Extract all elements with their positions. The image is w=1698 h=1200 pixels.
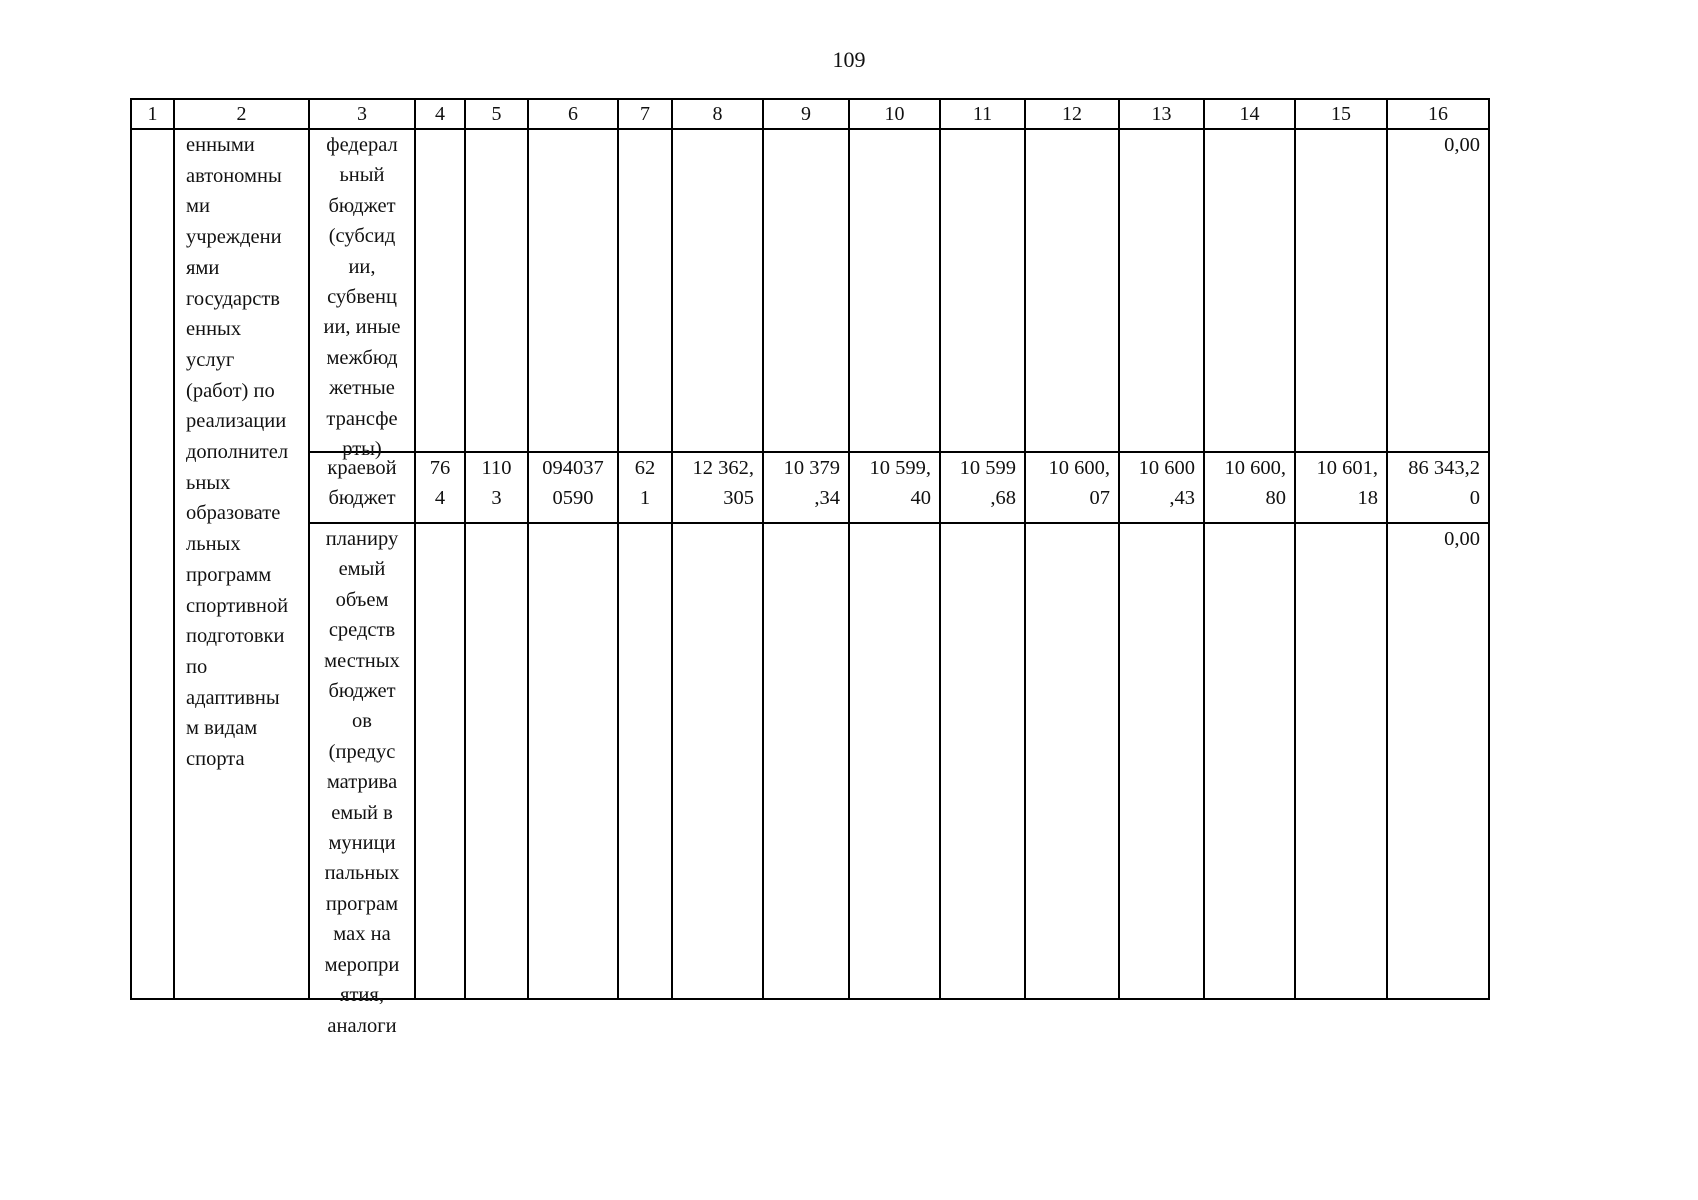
value-cell: 110 3	[481, 457, 512, 510]
column-header: 6	[568, 103, 578, 125]
column-header: 8	[712, 103, 723, 125]
page-number: 109	[832, 47, 866, 72]
total-cell: 86 343,2 0	[1408, 457, 1480, 510]
column-header: 4	[435, 103, 445, 125]
column-header: 1	[147, 103, 158, 125]
value-cell	[529, 524, 617, 998]
value-cell	[1205, 524, 1294, 998]
value-cell	[466, 130, 527, 451]
total-cell: 0,00	[1444, 528, 1480, 550]
value-cell: 10 601, 18	[1316, 457, 1378, 510]
value-cell: 10 599, 40	[869, 457, 931, 510]
column-header: 11	[972, 103, 993, 125]
value-cell	[416, 130, 464, 451]
value-cell: 10 599 ,68	[959, 457, 1016, 510]
value-cell	[850, 524, 939, 998]
value-cell	[1205, 130, 1294, 451]
value-cell	[673, 524, 762, 998]
value-cell	[529, 130, 617, 451]
value-cell: 12 362, 305	[692, 457, 754, 510]
column-header: 3	[357, 103, 367, 125]
funding-source-cell: планиру емый объем средств местных бюджет ов (предус матрива емый в муници пальных програм мах на меропри ятия, аналоги	[324, 528, 400, 1037]
value-cell: 10 600, 07	[1048, 457, 1110, 510]
value-cell	[764, 130, 848, 451]
value-cell: 094037 0590	[542, 457, 604, 510]
value-cell	[764, 524, 848, 998]
column-header: 12	[1062, 103, 1082, 125]
column-header: 14	[1239, 103, 1260, 125]
column-header: 5	[491, 103, 502, 125]
value-cell: 10 379 ,34	[783, 457, 840, 510]
column-header: 15	[1331, 103, 1351, 125]
value-cell	[941, 130, 1024, 451]
value-cell	[466, 524, 527, 998]
value-cell	[850, 130, 939, 451]
column-header: 9	[801, 103, 811, 125]
measure-name-cell: енными автономны ми учреждени ями государств енных услуг (работ) по реализации дополнител ьных образовате льных программ спортивной подготовки по адаптивны м видам спорта	[186, 134, 289, 771]
funding-source-cell: федерал ьный бюджет (субсид ии, субвенц ии, иные межбюд жетные трансфе рты)	[323, 134, 401, 461]
value-cell	[416, 524, 464, 998]
column-border	[130, 98, 132, 1000]
value-cell	[619, 524, 671, 998]
value-cell	[941, 524, 1024, 998]
value-cell	[1296, 130, 1386, 451]
total-cell: 0,00	[1444, 134, 1480, 156]
value-cell	[1026, 130, 1118, 451]
column-header: 16	[1428, 103, 1448, 125]
value-cell	[1296, 524, 1386, 998]
value-cell: 10 600, 80	[1224, 457, 1286, 510]
value-cell	[1120, 130, 1203, 451]
column-header: 2	[236, 103, 247, 125]
table-bottom-border	[131, 998, 1490, 1000]
value-cell	[1120, 524, 1203, 998]
value-cell: 10 600 ,43	[1138, 457, 1195, 510]
value-cell	[619, 130, 671, 451]
column-header: 7	[640, 103, 650, 125]
column-header: 13	[1151, 103, 1172, 125]
column-border	[1488, 98, 1490, 1000]
column-header: 10	[884, 103, 905, 125]
funding-source-cell: краевой бюджет	[327, 457, 397, 510]
value-cell: 62 1	[634, 457, 656, 510]
value-cell: 76 4	[429, 457, 451, 510]
value-cell	[1026, 524, 1118, 998]
value-cell	[673, 130, 762, 451]
